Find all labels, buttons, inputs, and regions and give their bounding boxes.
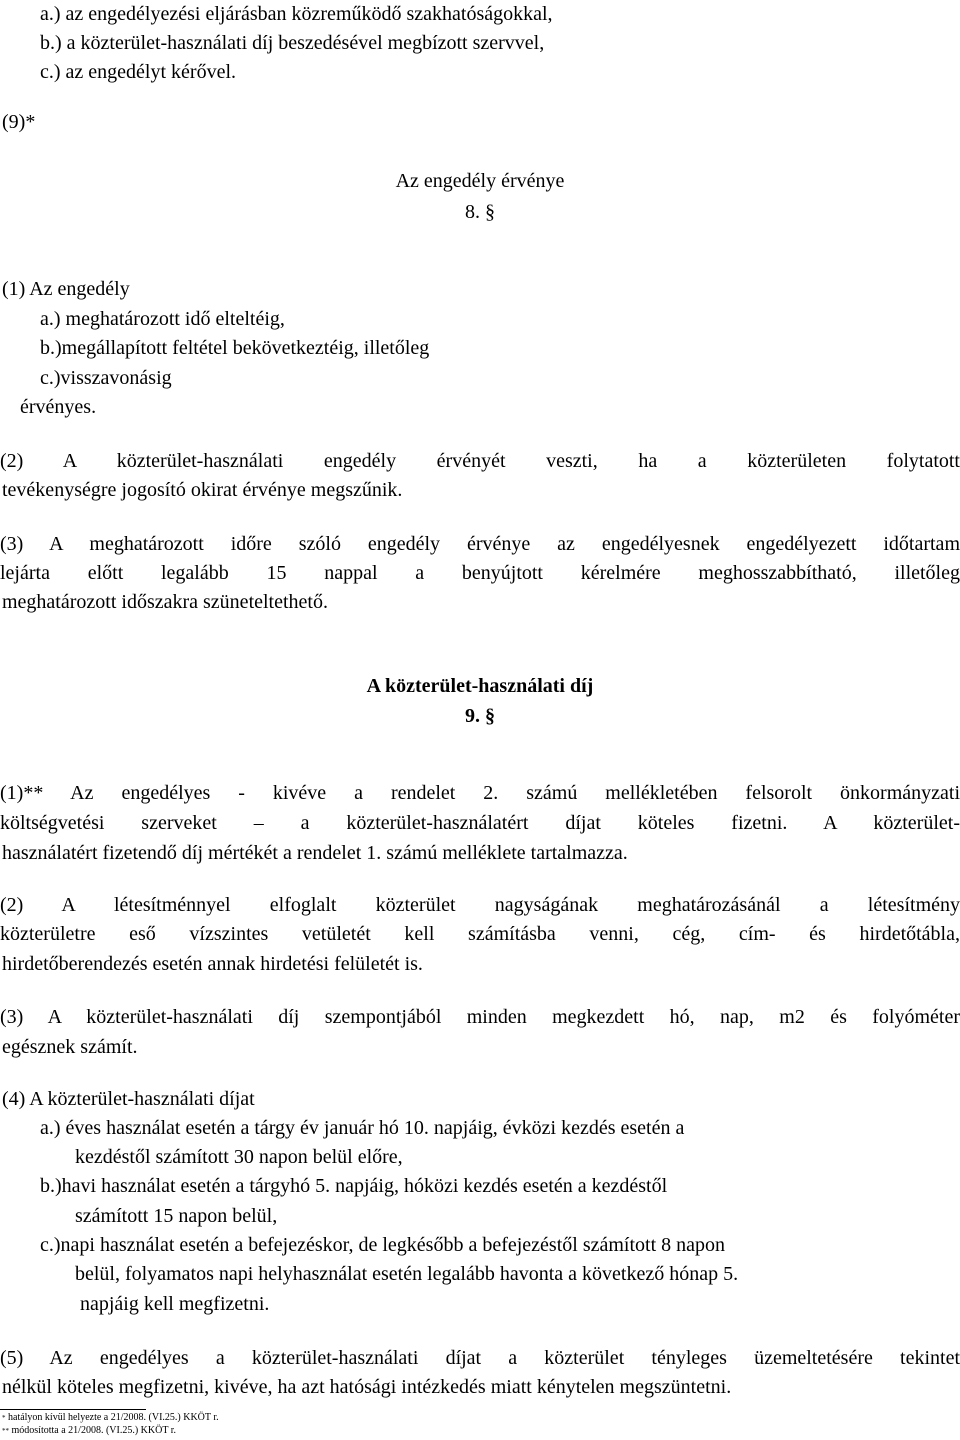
list-text: a közterület-használati díj beszedésével megbízott szervvel, bbox=[66, 32, 545, 54]
s9-p1-line-3: használatért fizetendő díj mértékét a rendelet 1. számú melléklete tartalmazza. bbox=[2, 842, 628, 864]
list-marker: b.) bbox=[40, 32, 62, 54]
section-8-title: Az engedély érvénye bbox=[395, 170, 565, 192]
s9-p2-line-1: (2) A létesítménnyel elfoglalt közterület nagyságának meghatározásánál a létesítmény bbox=[0, 894, 960, 916]
s9-p3-line-1: (3) A közterület-használati díj szempontjából minden megkezdett hó, nap, m2 és folyóméter bbox=[0, 1006, 960, 1028]
list-marker: c.) bbox=[40, 61, 61, 83]
s9-p4-item-b-line-2: számított 15 napon belül, bbox=[75, 1205, 278, 1227]
paragraph-9-marker: (9)* bbox=[2, 111, 36, 133]
section-9-title: A közterület-használati díj bbox=[366, 675, 594, 697]
s8-p1-item-c: c.)visszavonásig bbox=[40, 367, 172, 389]
s8-p2-line-2: tevékenységre jogosító okirat érvénye megszűnik. bbox=[2, 479, 403, 501]
s9-p4-item-c-line-1: c.)napi használat esetén a befejezéskor, de legkésőbb a befejezéstől számított 8 napon bbox=[40, 1234, 726, 1256]
footnote-2-text: módosította a 21/2008. (VI.25.) KKÖT r. bbox=[11, 1425, 177, 1436]
footnote-1-mark: * bbox=[2, 1414, 6, 1422]
s9-p1-line-2: költségvetési szerveket – a közterület-használatért díjat köteles fizetni. A közterület- bbox=[0, 812, 960, 834]
list-item-b bbox=[40, 31, 544, 55]
section-8-number: 8. § bbox=[465, 201, 495, 223]
s9-p4-item-c-line-2: belül, folyamatos napi helyhasználat esetén legalább havonta a következő hónap 5. bbox=[75, 1263, 739, 1285]
list-item-c bbox=[40, 60, 236, 84]
s8-p1-item-a: a.) meghatározott idő elteltéig, bbox=[40, 308, 285, 330]
s9-p4-intro: (4) A közterület-használati díjat bbox=[2, 1088, 255, 1110]
s8-p1-end: érvényes. bbox=[20, 396, 97, 418]
s9-p3-line-2: egésznek számít. bbox=[2, 1036, 138, 1058]
s9-p4-item-a-line-2: kezdéstől számított 30 napon belül előre, bbox=[75, 1146, 403, 1168]
s9-p4-item-c-line-3: napjáig kell megfizetni. bbox=[80, 1293, 270, 1315]
s8-p3-line-3: meghatározott időszakra szüneteltethető. bbox=[2, 591, 328, 613]
s9-p2-line-3: hirdetőberendezés esetén annak hirdetési felületét is. bbox=[2, 953, 423, 975]
s9-p2-line-2: közterületre eső vízszintes vetületét kell számításba venni, cég, cím- és hirdetőtábla, bbox=[0, 923, 960, 945]
footnote-1 bbox=[2, 1412, 219, 1424]
s8-p3-line-1: (3) A meghatározott időre szóló engedély érvénye az engedélyesnek engedélyezett időtartam bbox=[0, 533, 960, 555]
list-text: az engedélyt kérővel. bbox=[65, 61, 237, 83]
list-marker: a.) bbox=[40, 3, 61, 25]
s9-p4-item-a-line-1: a.) éves használat esetén a tárgy év január hó 10. napjáig, évközi kezdés esetén a bbox=[40, 1117, 685, 1139]
s9-p4-item-b-line-1: b.)havi használat esetén a tárgyhó 5. napjáig, hóközi kezdés esetén a kezdéstől bbox=[40, 1175, 668, 1197]
s9-p1-line-1: (1)** Az engedélyes - kivéve a rendelet 2. számú mellékletében felsorolt önkormányzati bbox=[0, 782, 960, 804]
footnote-divider bbox=[0, 1409, 146, 1410]
section-9-number: 9. § bbox=[465, 705, 495, 727]
s9-p5-line-1: (5) Az engedélyes a közterület-használati díjat a közterület tényleges üzemeltetésére tekintet bbox=[0, 1347, 960, 1369]
s8-p2-line-1: (2) A közterület-használati engedély érvényét veszti, ha a közterületen folytatott bbox=[0, 450, 960, 472]
s8-p3-line-2: lejárta előtt legalább 15 nappal a benyújtott kérelmére meghosszabbítható, illetőleg bbox=[0, 562, 960, 584]
list-item-a bbox=[40, 2, 553, 26]
footnote-2 bbox=[2, 1425, 176, 1437]
s9-p5-line-2: nélkül köteles megfizetni, kivéve, ha azt hatósági intézkedés miatt kénytelen megszüntetni. bbox=[2, 1376, 732, 1398]
list-text: az engedélyezési eljárásban közreműködő szakhatóságokkal, bbox=[65, 3, 553, 25]
s8-p1-item-b: b.)megállapított feltétel bekövetkeztéig, illetőleg bbox=[40, 337, 430, 359]
s8-p1-intro: (1) Az engedély bbox=[2, 278, 130, 300]
footnote-2-mark: ** bbox=[2, 1427, 9, 1435]
footnote-1-text: hatályon kívül helyezte a 21/2008. (VI.25.) KKÖT r. bbox=[8, 1412, 219, 1423]
